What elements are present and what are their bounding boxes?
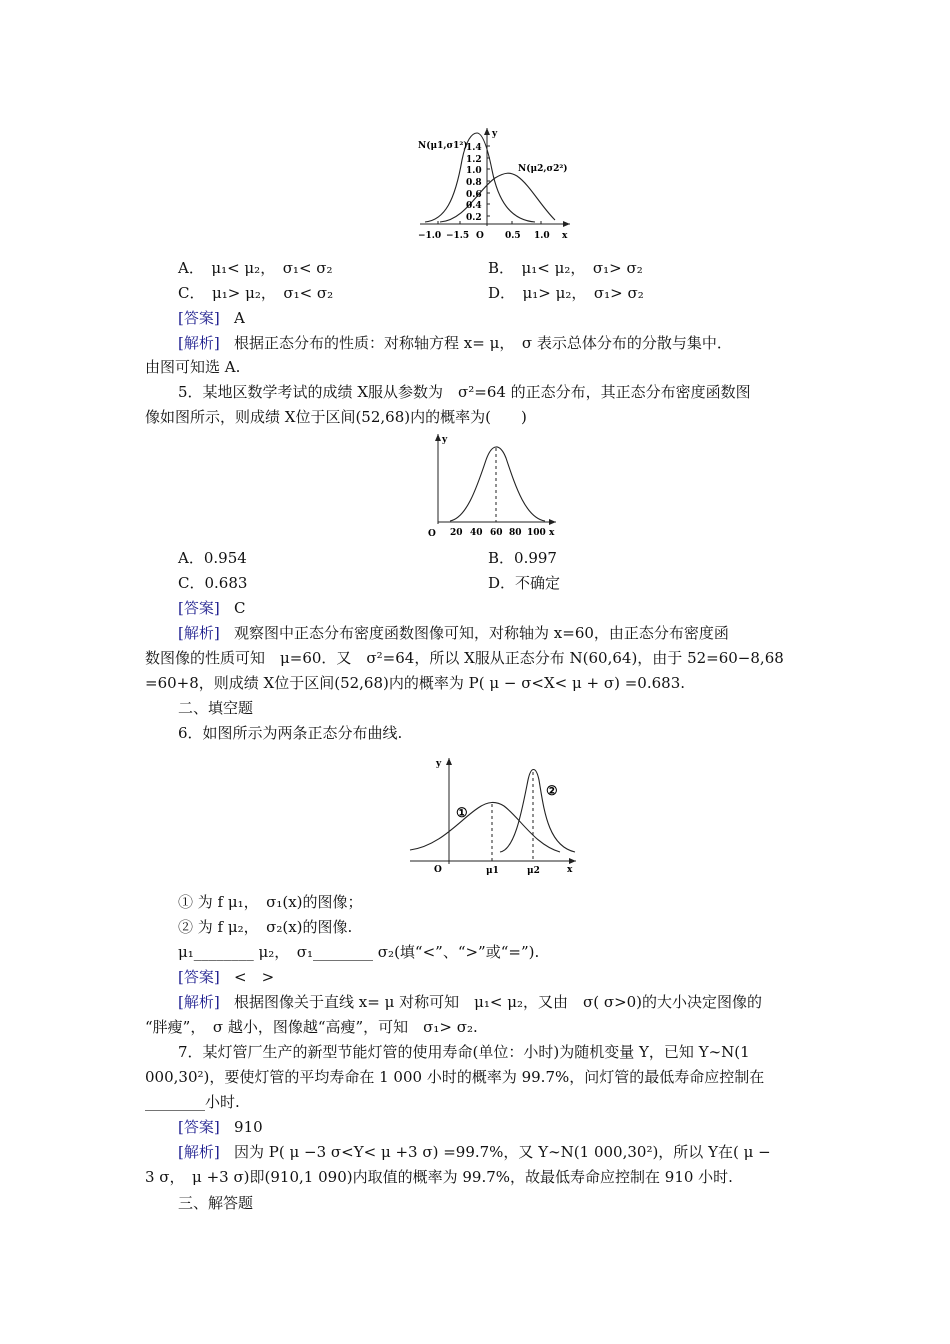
answer-value: < > <box>234 968 275 986</box>
answer-value: A <box>234 309 245 327</box>
x-tick-60: 60 <box>490 528 503 538</box>
curve-1 <box>410 802 560 852</box>
q5-analysis-line-2: 数图像的性质可知 μ=60．又 σ²=64，所以 X服从正态分布 N(60,64)，由于 52=60−8,68 <box>145 649 784 667</box>
y-tick-2: 1.2 <box>466 155 482 165</box>
y-tick-1: 1.4 <box>466 143 482 153</box>
y-axis-label: y <box>442 435 448 445</box>
y-tick-7: 0.2 <box>466 213 482 223</box>
q6-stem: 6．如图所示为两条正态分布曲线. <box>178 724 403 742</box>
q7-stem-line-3: ________小时. <box>145 1093 240 1111</box>
x-tick-20: 20 <box>450 528 463 538</box>
q7-stem-line-2: 000,30²)，要使灯管的平均寿命在 1 000 小时的概率为 99.7%，问灯管的最低寿命应控制在 <box>145 1068 765 1086</box>
q5-stem-line-2: 像如图所示，则成绩 X位于区间(52,68)内的概率为( ) <box>145 408 527 426</box>
q4-option-a: A． μ₁< μ₂， σ₁< σ₂ <box>178 259 333 277</box>
q5-option-c: C．0.683 <box>178 574 248 592</box>
analysis-tag: [解析] <box>178 624 220 642</box>
mu1-label: μ1 <box>486 866 499 876</box>
y-tick-4: 0.8 <box>466 178 482 188</box>
y-tick-6: 0.4 <box>466 201 482 211</box>
x-tick-3: 0.5 <box>505 231 521 241</box>
x-tick-1: −1.0 <box>418 231 442 241</box>
analysis-tag: [解析] <box>178 334 220 352</box>
analysis-tag: [解析] <box>178 993 220 1011</box>
analysis-text: 因为 P( μ −3 σ<Y< μ +3 σ) =99.7%，又 Y∼N(1 000,30²)，所以 Y在( μ − <box>234 1143 771 1161</box>
y-axis-label: y <box>436 759 442 769</box>
answer-value: C <box>234 599 246 617</box>
q6-answer <box>178 966 274 988</box>
x-tick-100: 100 <box>527 528 546 538</box>
analysis-tag: [解析] <box>178 1143 220 1161</box>
analysis-text: 观察图中正态分布密度函数图像可知，对称轴为 x=60，由正态分布密度函 <box>234 624 729 642</box>
q5-option-a: A．0.954 <box>178 549 247 567</box>
label-n1: N(μ1,σ1²) <box>418 141 468 151</box>
q5-option-b: B．0.997 <box>488 549 557 567</box>
q6-blank-line: μ₁________ μ₂， σ₁________ σ₂(填“<”、“>”或“=”). <box>178 943 540 961</box>
section-fill-in: 二、填空题 <box>178 699 254 717</box>
x-tick-40: 40 <box>470 528 483 538</box>
mu2-label: μ2 <box>527 866 540 876</box>
analysis-text: 根据图像关于直线 x= μ 对称可知 μ₁< μ₂，又由 σ( σ>0)的大小决定图像的 <box>234 993 763 1011</box>
origin-label: O <box>428 529 436 539</box>
q6-analysis-line-2: “胖瘦”， σ 越小，图像越“高瘦”，可知 σ₁> σ₂. <box>145 1018 478 1036</box>
q6-line-2: ② 为 f μ₂， σ₂(x)的图像. <box>178 918 353 936</box>
q5-analysis-line-3: =60+8，则成绩 X位于区间(52,68)内的概率为 P( μ − σ<X< μ + σ) =0.683. <box>145 674 686 692</box>
q7-analysis-line-1 <box>178 1141 771 1163</box>
x-tick-4: 1.0 <box>534 231 550 241</box>
y-tick-5: 0.6 <box>466 190 482 200</box>
answer-tag: [答案] <box>178 599 220 617</box>
q4-option-c: C． μ₁> μ₂， σ₁< σ₂ <box>178 284 334 302</box>
q5-stem-line-1: 5．某地区数学考试的成绩 X服从参数为 σ²=64 的正态分布，其正态分布密度函数图 <box>178 383 751 401</box>
x-axis-label: x <box>549 528 555 538</box>
x-tick-2: −1.5 <box>446 231 470 241</box>
q4-option-d: D． μ₁> μ₂， σ₁> σ₂ <box>488 284 644 302</box>
q7-answer <box>178 1116 263 1138</box>
y-axis-label: y <box>492 129 498 139</box>
origin-label: O <box>476 231 484 241</box>
section-answer-questions: 三、解答题 <box>178 1194 254 1212</box>
origin-label: O <box>434 865 442 875</box>
x-axis-label: x <box>562 231 568 241</box>
q7-stem-line-1: 7．某灯管厂生产的新型节能灯管的使用寿命(单位：小时)为随机变量 Y，已知 Y∼N(1 <box>178 1043 750 1061</box>
q4-option-b: B． μ₁< μ₂， σ₁> σ₂ <box>488 259 643 277</box>
curve-1-label: ① <box>456 806 468 821</box>
answer-tag: [答案] <box>178 968 220 986</box>
q6-line-1: ① 为 f μ₁， σ₁(x)的图像； <box>178 893 363 911</box>
answer-tag: [答案] <box>178 1118 220 1136</box>
answer-tag: [答案] <box>178 309 220 327</box>
q4-analysis-line-2: 由图可知选 A. <box>145 358 241 376</box>
y-tick-3: 1.0 <box>466 166 482 176</box>
analysis-text: 根据正态分布的性质：对称轴方程 x= μ， σ 表示总体分布的分散与集中． <box>234 334 732 352</box>
label-n2: N(μ2,σ2²) <box>518 164 568 174</box>
answer-value: 910 <box>234 1118 263 1136</box>
curve-2-label: ② <box>546 784 558 799</box>
q7-analysis-line-2: 3 σ， μ +3 σ)即(910,1 090)内取值的概率为 99.7%，故最低寿命应控制在 910 小时. <box>145 1168 733 1186</box>
x-axis-label: x <box>567 865 573 875</box>
q6-analysis-line-1 <box>178 991 762 1013</box>
q5-option-d: D．不确定 <box>488 574 561 592</box>
x-tick-80: 80 <box>509 528 522 538</box>
